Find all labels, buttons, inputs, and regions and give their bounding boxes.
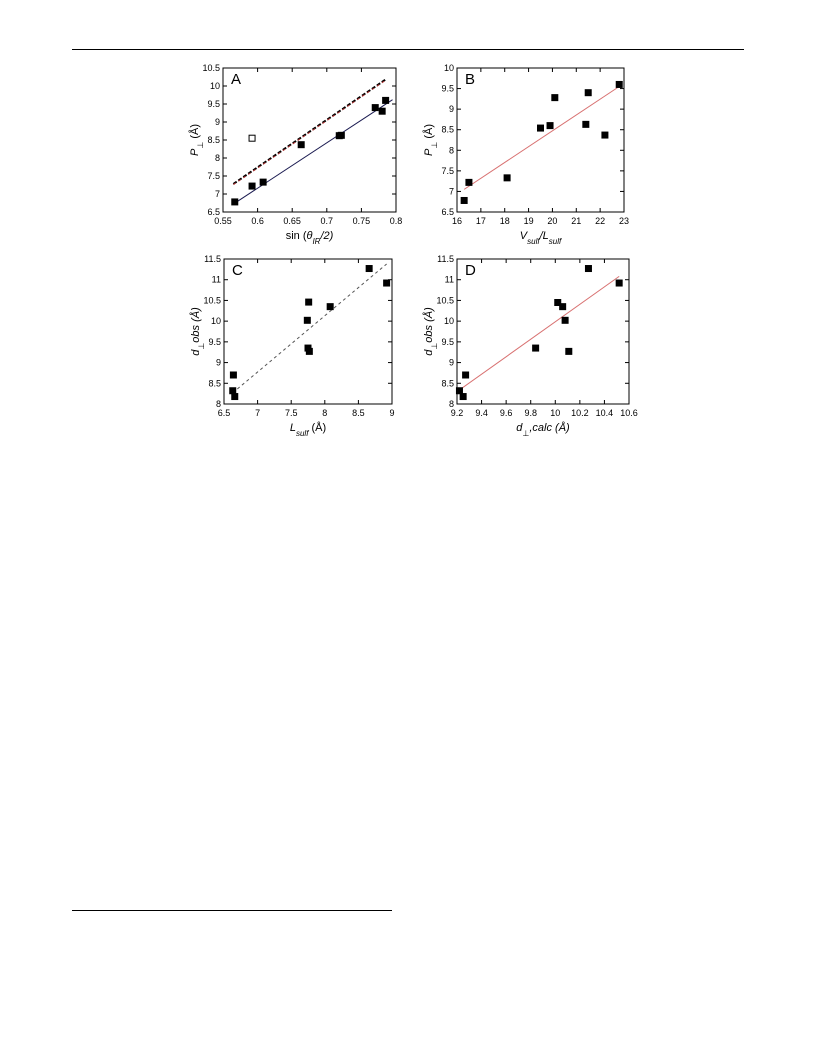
x-axis-title	[286, 230, 334, 246]
y-tick-label: 11.5	[437, 254, 454, 264]
y-tick-label: 8.5	[441, 124, 454, 135]
y-axis-title	[189, 307, 206, 356]
x-axis-title-part: sulf	[548, 236, 562, 246]
data-point	[249, 183, 255, 189]
data-point	[616, 280, 622, 286]
y-tick-label: 9	[214, 117, 220, 127]
x-axis-title-part: ⊥	[522, 428, 530, 438]
data-point	[504, 175, 510, 181]
y-tick-label: 8.5	[207, 135, 220, 145]
x-axis-title-part: sulf	[527, 236, 540, 246]
x-tick-label: 9.8	[524, 408, 537, 418]
y-tick-label: 10	[443, 316, 454, 327]
panel-b	[422, 63, 629, 246]
x-tick-label: 19	[523, 216, 534, 226]
x-tick-label: 8.5	[352, 408, 365, 418]
data-point	[460, 394, 466, 400]
y-axis-title-part: P	[423, 148, 435, 157]
data-point	[562, 317, 568, 323]
x-axis-title-part: θ	[306, 230, 313, 242]
x-axis-title-part: d	[516, 422, 523, 434]
y-tick-label: 10	[209, 81, 220, 91]
x-axis-title-part: V	[519, 230, 528, 242]
data-point	[585, 90, 591, 96]
x-axis-title	[516, 421, 570, 438]
y-tick-label: 10.5	[202, 63, 220, 73]
data-point	[383, 97, 389, 103]
y-tick-label: 9.5	[441, 83, 454, 94]
data-point	[230, 372, 236, 378]
y-tick-label: 8.5	[441, 378, 454, 389]
data-point	[306, 348, 312, 354]
x-tick-label: 0.55	[214, 216, 232, 226]
y-axis-title	[422, 307, 439, 356]
y-tick-label: 8	[215, 399, 221, 409]
y-tick-label: 11.5	[204, 254, 221, 264]
data-point	[338, 132, 344, 138]
y-tick-label: 9.5	[207, 99, 220, 109]
y-axis-title-part: ⊥	[429, 342, 439, 350]
x-tick-label: 20	[547, 216, 558, 226]
data-point	[538, 125, 544, 131]
plot-frame	[457, 68, 624, 212]
x-tick-label: 8	[322, 408, 328, 418]
data-point	[372, 105, 378, 111]
y-tick-label: 10.5	[203, 295, 221, 306]
panel-label: A	[231, 71, 242, 88]
x-tick-label: 10.2	[571, 408, 589, 418]
dashed-fit-line	[233, 80, 385, 184]
x-tick-label: 17	[475, 216, 486, 226]
data-point	[384, 280, 390, 286]
y-tick-label: 8	[448, 399, 454, 409]
x-tick-label: 21	[571, 216, 582, 226]
y-tick-label: 10	[443, 63, 454, 73]
x-tick-label: 9.2	[450, 408, 464, 418]
panel-label: C	[232, 262, 243, 279]
x-tick-label: 0.65	[283, 216, 301, 226]
x-tick-label: 0.6	[251, 216, 264, 226]
x-tick-label: 7.5	[284, 408, 298, 418]
panel-label: B	[465, 71, 476, 88]
y-tick-label: 9	[448, 357, 454, 368]
data-point	[583, 121, 589, 127]
y-axis-title-part: obs (Å)	[190, 307, 202, 343]
panel-a	[188, 63, 402, 246]
x-tick-label: 9	[389, 408, 395, 418]
data-point	[230, 388, 236, 394]
y-tick-label: 9.5	[441, 336, 454, 347]
y-tick-label: 6.5	[207, 207, 220, 217]
data-point	[327, 304, 333, 310]
x-tick-label: 9.4	[475, 408, 488, 418]
x-axis-title-part: (Å)	[308, 422, 327, 434]
data-point	[379, 108, 385, 114]
x-axis-title	[520, 230, 562, 246]
data-point	[463, 372, 469, 378]
x-axis-title	[290, 421, 326, 438]
x-tick-label: 22	[595, 216, 606, 226]
y-axis-title-part: P	[189, 148, 201, 157]
y-tick-label: 9	[215, 357, 221, 368]
x-tick-label: 18	[499, 216, 510, 226]
x-tick-label: 10.4	[595, 408, 614, 418]
data-point	[533, 345, 539, 351]
panel-c	[189, 254, 395, 438]
data-point-open	[249, 135, 255, 141]
data-point	[304, 317, 310, 323]
y-tick-label: 7	[448, 186, 454, 197]
y-axis-title-part: d	[423, 349, 435, 356]
x-axis-title-part: sin (	[285, 230, 307, 242]
data-point	[585, 266, 591, 272]
x-tick-label: 10.6	[620, 408, 638, 418]
x-tick-label: 0.75	[352, 216, 371, 226]
plot-frame	[457, 259, 629, 404]
x-axis-title-part: /L	[539, 230, 549, 242]
y-tick-label: 9.5	[208, 336, 221, 347]
y-axis-title-part: ⊥	[196, 342, 206, 350]
x-axis-title-part: /2)	[320, 230, 334, 242]
x-tick-label: 7	[255, 408, 261, 418]
data-point	[366, 266, 372, 272]
x-tick-label: 9.6	[499, 408, 513, 418]
x-axis-title-part: IR	[312, 236, 321, 246]
data-point	[232, 199, 238, 205]
data-point	[461, 197, 467, 203]
y-tick-label: 7.5	[441, 165, 454, 176]
data-point	[560, 304, 566, 310]
data-point	[466, 179, 472, 185]
y-tick-label: 11	[211, 274, 221, 285]
data-point	[566, 348, 572, 354]
y-tick-label: 8	[214, 153, 220, 163]
y-axis-title-part: ⊥	[195, 141, 205, 149]
y-tick-label: 9	[448, 104, 454, 115]
y-tick-label: 11	[444, 274, 454, 285]
data-point	[456, 388, 462, 394]
y-axis-title-part: (Å)	[189, 123, 201, 142]
y-tick-label: 8.5	[208, 378, 221, 389]
data-point	[232, 394, 238, 400]
y-tick-label: 10.5	[436, 295, 454, 306]
x-tick-label: 16	[451, 216, 463, 226]
data-point	[260, 179, 266, 185]
y-axis-title-part: d	[190, 349, 202, 356]
data-point	[547, 123, 553, 129]
y-axis-title-part: obs (Å)	[423, 307, 435, 343]
x-tick-label: 10	[550, 408, 561, 418]
y-axis-title-part: ⊥	[429, 141, 439, 149]
y-tick-label: 10	[210, 316, 221, 327]
dashed-fit-line	[233, 264, 387, 393]
data-point	[298, 142, 304, 148]
x-tick-label: 0.8	[389, 216, 403, 226]
panel-label: D	[465, 262, 476, 279]
y-tick-label: 7	[214, 189, 220, 199]
y-axis-title	[422, 124, 439, 156]
x-tick-label: 6.5	[217, 408, 231, 418]
y-tick-label: 8	[448, 145, 454, 156]
y-axis-title-part: (Å)	[423, 123, 435, 142]
data-point	[602, 132, 608, 138]
data-point	[306, 299, 312, 305]
data-point	[616, 81, 622, 87]
x-axis-title-part: L	[289, 422, 296, 434]
panel-d	[422, 254, 638, 438]
x-axis-title-part: sulf	[295, 428, 309, 438]
solid-fit-line	[459, 276, 619, 390]
x-tick-label: 0.7	[320, 216, 334, 226]
y-tick-label: 6.5	[441, 207, 454, 217]
y-tick-label: 7.5	[207, 171, 220, 181]
solid-fit-line	[464, 87, 619, 190]
solid-fit-line	[233, 100, 392, 204]
x-axis-title-part: ,calc (Å)	[529, 422, 570, 434]
y-axis-title	[188, 124, 205, 156]
x-tick-label: 23	[618, 216, 630, 226]
data-point	[552, 95, 558, 101]
